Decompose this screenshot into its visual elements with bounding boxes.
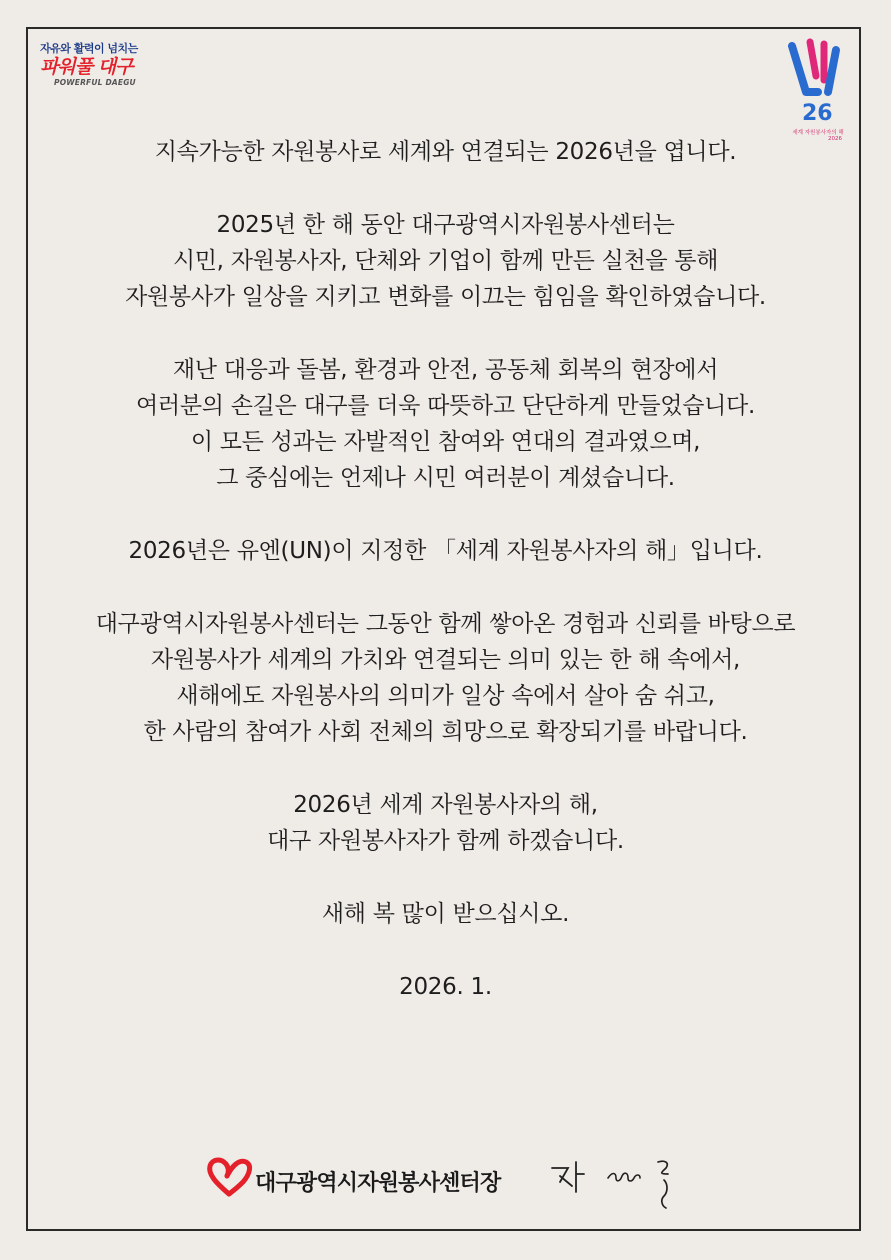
logo-number: 26	[802, 101, 833, 126]
letter-line: 자원봉사가 일상을 지키고 변화를 이끄는 힘임을 확인하였습니다.	[125, 284, 766, 310]
letter-line: 2026년 세계 자원봉사자의 해,	[293, 792, 598, 818]
logo-caption: 세계 자원봉사자의 해	[792, 130, 844, 136]
letter-paragraph	[0, 606, 891, 750]
letter-paragraph	[0, 207, 891, 315]
letter-paragraph	[0, 134, 891, 170]
letter-line: 2026년은 유엔(UN)이 지정한 「세계 자원봉사자의 해」입니다.	[128, 538, 763, 564]
logo-title: 파워풀 대구	[40, 56, 133, 78]
letter-line: 대구광역시자원봉사센터는 그동안 함께 쌓아온 경험과 신뢰를 바탕으로	[95, 611, 796, 637]
iyv-2026-logo	[780, 36, 860, 148]
logo-tagline: 자유와 활력이 넘치는	[40, 42, 138, 55]
letter-line: 2025년 한 해 동안 대구광역시자원봉사센터는	[216, 212, 675, 238]
handwritten-signature	[546, 1152, 686, 1214]
logo-subtitle: POWERFUL DAEGU	[54, 78, 136, 87]
powerful-daegu-logo	[40, 40, 170, 95]
letter-line: 그 중심에는 언제나 시민 여러분이 계셨습니다.	[216, 465, 675, 491]
letter-paragraph	[0, 533, 891, 569]
letter-paragraph	[0, 969, 891, 1005]
letter-line: 시민, 자원봉사자, 단체와 기업이 함께 만든 실천을 통해	[172, 248, 719, 274]
letter-line: 새해 복 많이 받으십시오.	[321, 901, 570, 927]
letter-line: 지속가능한 자원봉사로 세계와 연결되는 2026년을 엽니다.	[154, 139, 737, 165]
hand-v-icon	[788, 36, 848, 128]
footer-signature	[0, 1152, 891, 1212]
organization-head-title: 대구광역시자원봉사센터장	[255, 1171, 501, 1196]
letter-line: 2026. 1.	[399, 974, 492, 1000]
letter-line: 자원봉사가 세계의 가치와 연결되는 의미 있는 한 해 속에서,	[150, 647, 741, 673]
letter-body	[0, 134, 891, 1042]
letter-line: 대구 자원봉사자가 함께 하겠습니다.	[267, 828, 624, 854]
letter-paragraph	[0, 352, 891, 496]
heart-logo-icon	[205, 1156, 253, 1198]
letter-line: 새해에도 자원봉사의 의미가 일상 속에서 살아 숨 쉬고,	[176, 683, 715, 709]
logo-caption-year: 2026	[828, 136, 842, 142]
letter-line: 한 사람의 참여가 사회 전체의 희망으로 확장되기를 바랍니다.	[143, 719, 748, 745]
letter-line: 재난 대응과 돌봄, 환경과 안전, 공동체 회복의 현장에서	[172, 357, 719, 383]
letter-paragraph	[0, 787, 891, 859]
letter-line: 여러분의 손길은 대구를 더욱 따뜻하고 단단하게 만들었습니다.	[136, 393, 755, 419]
letter-line: 이 모든 성과는 자발적인 참여와 연대의 결과였으며,	[190, 429, 701, 455]
letter-paragraph	[0, 896, 891, 932]
